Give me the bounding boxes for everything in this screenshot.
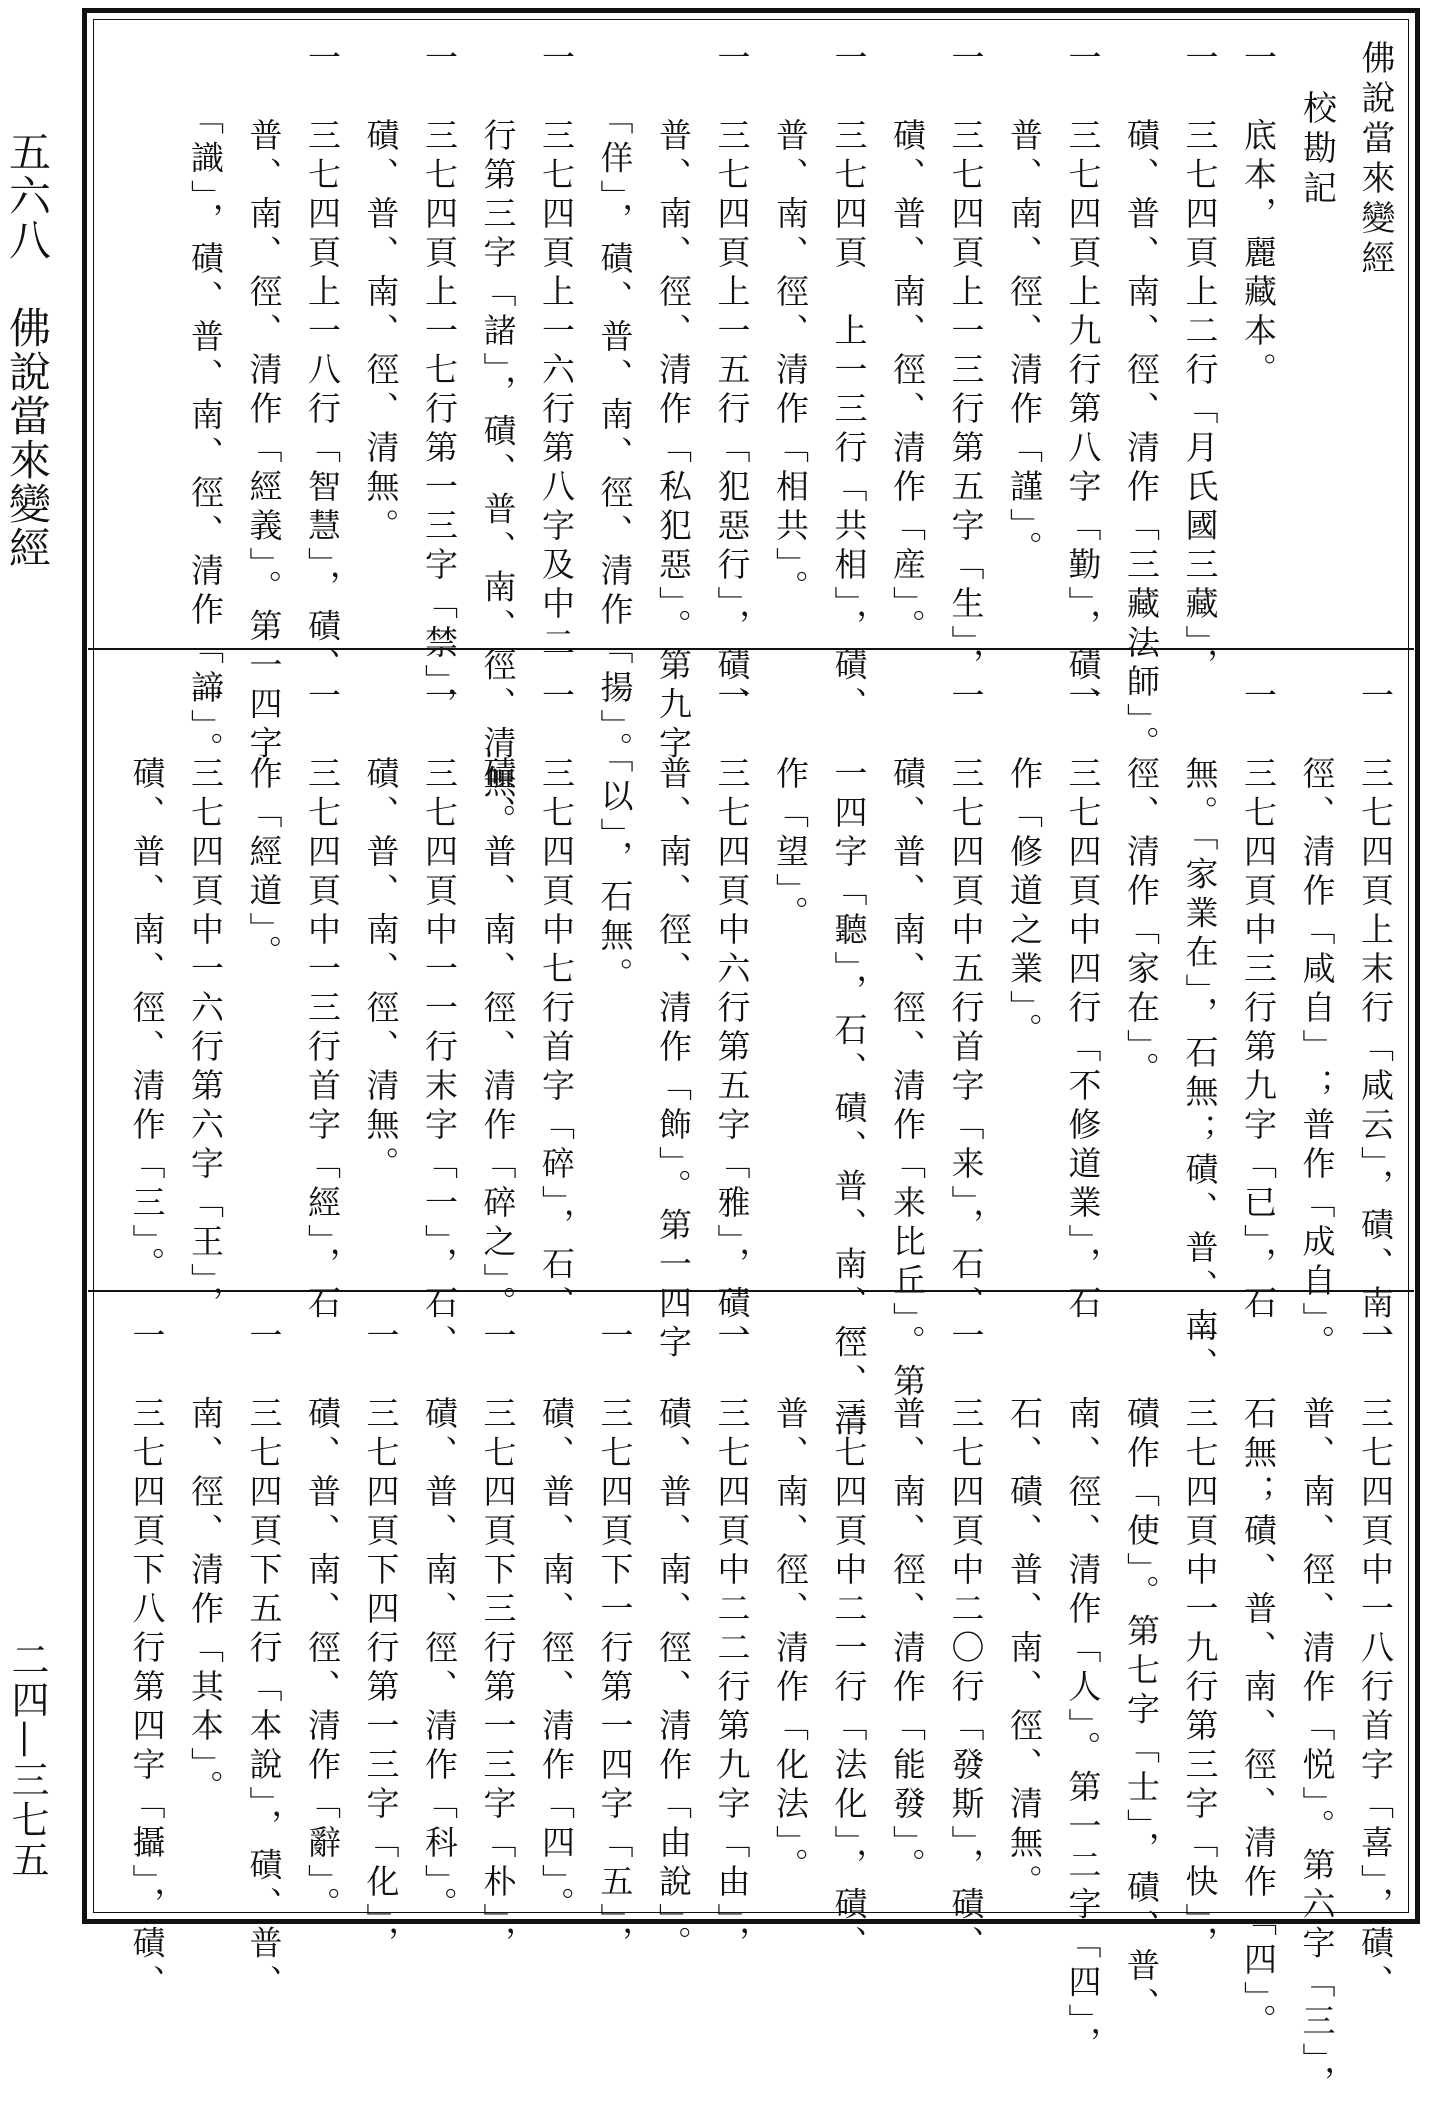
- band3-column: 一 三七四頁下一行第一四字「五」，: [595, 1318, 635, 1965]
- band3-column: 一 三七四頁中二一行「法化」，磧、: [829, 1318, 869, 1965]
- band2-column: 無。「家業在」，石無；磧、普、南、: [1180, 678, 1220, 1386]
- band3-column: 一 三七四頁中二〇行「發斯」，磧、: [946, 1318, 986, 1965]
- band1-column: 一 三七四頁上一三行第五字「生」，: [946, 40, 986, 687]
- band2-column: 一 三七四頁中一六行第六字「王」，: [186, 678, 225, 1325]
- band2-column: 一 三七四頁中七行首字「碎」，石、: [537, 678, 576, 1325]
- band1-column: 磧、普、南、徑、清無。: [361, 40, 401, 547]
- band2-column: 普、南、徑、清作「飾」。第一四字: [654, 678, 693, 1364]
- band3-column: 一 三七四頁中二二行第九字「由」，: [712, 1318, 752, 1965]
- band1-column: 一 底本，麗藏本。: [1239, 40, 1278, 391]
- band1-column: 一 三七四頁上二行「月氏國三藏」，: [1180, 40, 1220, 687]
- band3-column: 磧作「使」。第七字「士」，磧、普、: [1122, 1318, 1161, 2026]
- band2-column: 一 三七四頁中六行第五字「雅」，磧、: [712, 678, 752, 1364]
- band3-column: 一 三七四頁下三行第一三字「朴」，: [478, 1318, 518, 1965]
- band1-column: 「識」，磧、普、南、徑、清作「諦」。: [186, 40, 225, 771]
- text-band-middle: [96, 678, 1408, 1442]
- margin-page-number: 二四—三七五: [5, 1640, 49, 1880]
- band2-column: 磧、普、南、徑、清無。: [361, 678, 401, 1185]
- margin-page-title: 五六八 佛說當來變經: [3, 130, 52, 570]
- band2-column: 一四字「聽」，石、磧、普、南、徑、清: [829, 678, 869, 1442]
- band2-column: 一 三七四頁中一一行末字「一」，石、: [420, 678, 459, 1364]
- band2-column: 徑、清作「家在」。: [1122, 678, 1161, 1091]
- band1-column: 校勘記: [1296, 90, 1337, 210]
- band3-column: 石無；磧、普、南、徑、清作「四」。: [1239, 1318, 1278, 2043]
- band3-column: 石、磧、普、南、徑、清無。: [1005, 1318, 1044, 1903]
- band2-column: 作「經道」。: [244, 678, 284, 974]
- band3-column: 磧、普、南、徑、清作「由說」。: [654, 1318, 693, 1965]
- band1-column: 普、南、徑、清作「私犯惡」。第九字: [654, 40, 693, 765]
- band1-column: 一 三七四頁上九行第八字「勤」，磧、: [1063, 40, 1103, 726]
- band1-column: 普、南、徑、清作「謹」。: [1005, 40, 1044, 570]
- band2-column: 徑、清作「咸自」；普作「成自」。: [1297, 678, 1337, 1364]
- band3-column: 普、南、徑、清作「化法」。: [771, 1318, 810, 1887]
- band1-column: 「佯」，磧、普、南、徑、清作「揚」。: [595, 40, 635, 771]
- band2-column: 一 三七四頁中五行首字「来」，石、: [946, 678, 986, 1325]
- band2-column: 一 三七四頁上末行「咸云」，磧、南、: [1356, 678, 1395, 1364]
- band2-column: 作「修道之業」。: [1005, 678, 1044, 1052]
- band3-column: 磧、普、南、徑、清作「辭」。: [303, 1318, 342, 1926]
- band3-column: 普、南、徑、清作「能發」。: [888, 1318, 927, 1887]
- band3-column: 南、徑、清作「人」。第一二字「四」，: [1063, 1318, 1103, 2065]
- band3-column: 普、南、徑、清作「悦」。第六字「三」，: [1297, 1318, 1337, 2104]
- band2-column: 一 三七四頁中四行「不修道業」，石: [1063, 678, 1103, 1325]
- band2-column: 作「望」。: [771, 678, 810, 935]
- band3-column: 磧、普、南、徑、清作「科」。: [420, 1318, 459, 1926]
- band1-column: 普、南、徑、清作「相共」。: [771, 40, 810, 609]
- band2-column: 磧、普、南、徑、清作「三」。: [127, 678, 167, 1286]
- band3-column: 一 三七四頁下五行「本說」，磧、普、: [244, 1318, 284, 2004]
- band1-column: 普、南、徑、清作「經義」。第一四字: [244, 40, 284, 765]
- band3-column: 一 三七四頁下八行第四字「攝」，磧、: [127, 1318, 167, 2004]
- band1-column: 一 三七四頁上一六行第八字及中二: [537, 40, 576, 664]
- band3-column: 南、徑、清作「其本」。: [186, 1318, 225, 1809]
- band3-column: 一 三七四頁下四行第一三字「化」，: [361, 1318, 401, 1965]
- band1-column: 行第三字「諸」，磧、普、南、徑、清無。: [478, 40, 518, 843]
- band2-column: 「以」，石無。: [595, 678, 635, 996]
- text-band-bottom: [96, 1318, 1408, 2104]
- band2-column: 一 三七四頁中一三行首字「經」，石: [303, 678, 342, 1325]
- band1-column: 一 三七四頁上一五行「犯惡行」，磧、: [712, 40, 752, 726]
- band1-column: 佛說當來變經: [1355, 40, 1395, 280]
- band3-column: 一 三七四頁中一九行第三字「快」，: [1180, 1318, 1220, 1965]
- band1-column: 一 三七四頁 上一三行「共相」，磧、: [829, 40, 869, 726]
- band2-column: 一 三七四頁中三行第九字「已」，石: [1239, 678, 1278, 1325]
- band3-column: 一 三七四頁中一八行首字「喜」，磧、: [1356, 1318, 1395, 2004]
- band2-column: 磧、普、南、徑、清作「碎之」。: [478, 678, 518, 1325]
- band1-column: 磧、普、南、徑、清作「産」。: [888, 40, 927, 648]
- band3-column: 磧、普、南、徑、清作「四」。: [537, 1318, 576, 1926]
- band1-column: 一 三七四頁上一八行「智慧」，磧、: [303, 40, 342, 687]
- band1-column: 一 三七四頁上一七行第一三字「禁」，: [420, 40, 459, 726]
- band1-column: 磧、普、南、徑、清作「三藏法師」。: [1122, 40, 1161, 765]
- band2-column: 磧、普、南、徑、清作「来比丘」。第: [888, 678, 927, 1403]
